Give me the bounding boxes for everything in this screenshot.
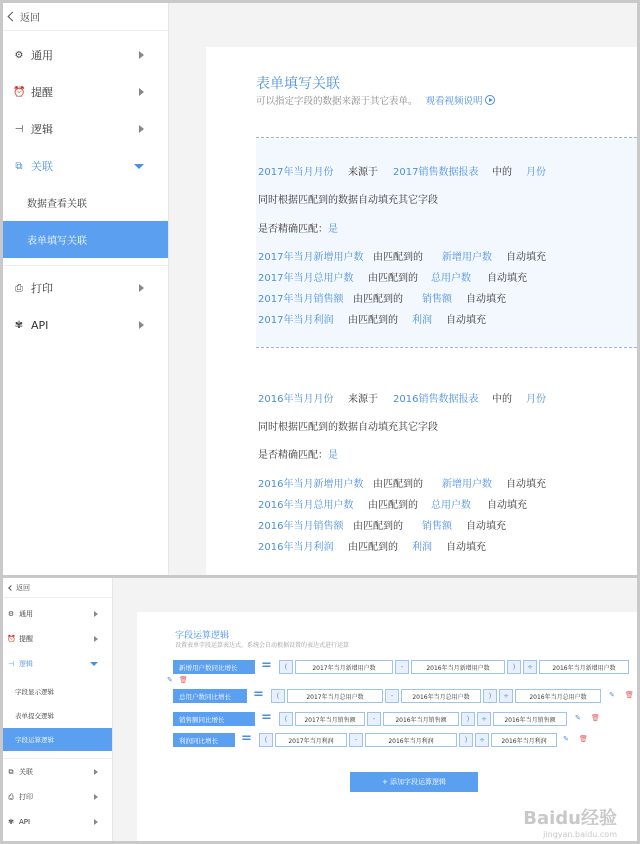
chevron-left-icon	[8, 12, 18, 22]
match-field[interactable]: 月份	[526, 394, 546, 405]
watermark-brand: Baidu经验	[523, 808, 617, 829]
fill-suffix: 自动填充	[487, 500, 527, 511]
sidebar-item-label: 打印	[19, 793, 33, 801]
sidebar-item-label: 通用	[31, 49, 53, 62]
fill-target[interactable]: 2017年当月新增用户数	[258, 252, 364, 263]
fill-target[interactable]: 2016年当月利润	[258, 542, 334, 553]
right-paren[interactable]: )	[461, 712, 475, 726]
association-block-2017	[256, 138, 637, 347]
page-title: 字段运算逻辑	[175, 631, 230, 641]
sidebar-item-label: API	[31, 318, 49, 332]
fill-source[interactable]: 销售额	[422, 294, 452, 305]
sidebar-item-association[interactable]	[3, 154, 168, 178]
chevron-right-icon	[139, 51, 144, 59]
chevron-right-icon	[94, 819, 98, 825]
page-subtitle: 设置表单字段运算表达式，系统会自动根据设置的表达式进行运算	[175, 642, 350, 649]
operand-field[interactable]: 2016年当月新增用户数	[539, 660, 629, 674]
play-circle-icon	[485, 95, 495, 105]
sidebar	[3, 3, 169, 575]
fill-source[interactable]: 新增用户数	[442, 479, 492, 490]
sidebar-subitem-form-fill-association[interactable]	[3, 221, 168, 258]
chevron-right-icon	[139, 125, 144, 133]
left-paren[interactable]: (	[279, 660, 293, 674]
exact-match-value[interactable]: 是	[328, 450, 338, 461]
chevron-right-icon	[139, 321, 144, 329]
sidebar-item-label: 打印	[31, 282, 53, 295]
chevron-down-icon	[134, 164, 144, 169]
sidebar	[3, 578, 113, 841]
back-label: 返回	[20, 13, 40, 24]
fill-target[interactable]: 2017年当月利润	[258, 315, 334, 326]
printer-icon: ⎙	[15, 282, 23, 294]
fill-by-label: 由匹配到的	[368, 500, 418, 511]
watermark-url: jingyan.baidu.com	[543, 830, 617, 839]
operand-field[interactable]: 2017年当月销售额	[295, 712, 365, 726]
watch-video-link[interactable]	[426, 96, 495, 107]
edit-icon[interactable]: ✎	[167, 676, 173, 684]
formula-row	[173, 689, 637, 703]
operand-field[interactable]: 2016年当月总用户数	[515, 689, 601, 703]
delete-icon[interactable]: 🗑	[625, 691, 634, 699]
formula-row	[167, 658, 637, 684]
exact-match-label: 是否精确匹配：	[258, 224, 328, 235]
fill-source[interactable]: 利润	[412, 315, 432, 326]
add-calc-logic-button[interactable]: + 添加字段运算逻辑	[350, 772, 478, 792]
sidebar-subitem-label: 字段运算逻辑	[15, 736, 54, 744]
sidebar-item-print[interactable]	[3, 276, 168, 300]
exact-match-label: 是否精确匹配：	[258, 450, 328, 461]
operand-field[interactable]: 2016年当月销售额	[493, 712, 567, 726]
source-form[interactable]: 2016销售数据报表	[393, 394, 479, 405]
fill-target[interactable]: 2017年当月总用户数	[258, 273, 354, 284]
fill-target[interactable]: 2017年当月销售额	[258, 294, 344, 305]
back-button[interactable]	[3, 578, 112, 598]
fill-by-label: 由匹配到的	[353, 294, 403, 305]
minus-operator[interactable]: -	[385, 689, 399, 703]
alarm-icon: ⏰	[13, 86, 26, 98]
link-icon: ⧉	[15, 160, 23, 172]
sidebar-item-logic[interactable]	[3, 656, 112, 672]
divide-operator[interactable]: ÷	[477, 712, 491, 726]
minus-operator[interactable]: -	[349, 733, 363, 747]
fill-suffix: 自动填充	[466, 294, 506, 305]
target-field[interactable]: 2017年当月月份	[258, 167, 334, 178]
operand-field[interactable]: 2016年当月销售额	[383, 712, 459, 726]
back-button[interactable]	[3, 3, 168, 31]
logic-icon: ⊣	[7, 660, 15, 668]
operand-field[interactable]: 2016年当月总用户数	[401, 689, 481, 703]
equals-sign: =	[253, 687, 264, 702]
sidebar-item-reminder[interactable]	[3, 80, 168, 104]
sidebar-item-print[interactable]	[3, 789, 112, 805]
source-form[interactable]: 2017销售数据报表	[393, 167, 479, 178]
fill-source[interactable]: 总用户数	[431, 500, 471, 511]
left-paren[interactable]: (	[259, 733, 273, 747]
sidebar-item-label: 通用	[19, 610, 33, 618]
sidebar-item-label: 提醒	[19, 635, 33, 643]
equals-sign: =	[261, 658, 272, 673]
alarm-icon: ⏰	[7, 635, 16, 643]
link-icon: ⧉	[8, 767, 14, 776]
fill-suffix: 自动填充	[446, 315, 486, 326]
sidebar-item-label: 关联	[19, 768, 33, 776]
chevron-right-icon	[94, 611, 98, 617]
fill-suffix: 自动填充	[446, 542, 486, 553]
printer-icon: ⎙	[8, 792, 14, 801]
sidebar-item-label: 逻辑	[19, 660, 33, 668]
sidebar-item-association[interactable]	[3, 764, 112, 780]
sidebar-subitem-form-submit-logic[interactable]	[3, 704, 112, 726]
operand-field[interactable]: 2016年当月利润	[491, 733, 557, 747]
content-card	[206, 47, 637, 575]
api-icon: ✾	[14, 319, 24, 331]
source-from-label: 来源于	[348, 167, 378, 178]
fill-by-label: 由匹配到的	[373, 252, 423, 263]
formula-row	[173, 712, 637, 726]
fill-suffix: 自动填充	[506, 479, 546, 490]
equals-sign: =	[261, 710, 272, 725]
sidebar-divider	[3, 758, 112, 759]
operand-field[interactable]: 2017年当月新增用户数	[295, 660, 393, 674]
in-label: 中的	[492, 167, 512, 178]
operand-field[interactable]: 2016年当月新增用户数	[411, 660, 505, 674]
association-block-2016	[256, 348, 637, 575]
operand-field[interactable]: 2016年当月利润	[365, 733, 457, 747]
fill-by-label: 由匹配到的	[368, 273, 418, 284]
fill-source[interactable]: 销售额	[422, 521, 452, 532]
subtitle-text: 可以指定字段的数据来源于其它表单。	[256, 96, 418, 107]
sidebar-item-reminder[interactable]	[3, 631, 112, 647]
chevron-right-icon	[94, 794, 98, 800]
fill-suffix: 自动填充	[466, 521, 506, 532]
logic-icon: ⊣	[14, 123, 24, 135]
delete-icon[interactable]: 🗑	[591, 714, 600, 722]
formula-result-field[interactable]: 销售额同比增长	[173, 712, 255, 726]
gear-icon: ⚙	[14, 49, 24, 61]
association-settings-panel	[3, 3, 637, 575]
divide-operator[interactable]: ÷	[523, 660, 537, 674]
page-title: 表单填写关联	[256, 76, 340, 92]
back-label: 返回	[16, 583, 30, 592]
operand-field[interactable]: 2017年当月利润	[275, 733, 347, 747]
edit-icon[interactable]: ✎	[575, 714, 581, 722]
fill-suffix: 自动填充	[487, 273, 527, 284]
operand-field[interactable]: 2017年当月总用户数	[287, 689, 383, 703]
sidebar-item-general[interactable]	[3, 606, 112, 622]
content-card	[137, 612, 637, 841]
auto-fill-note: 同时根据匹配到的数据自动填充其它字段	[258, 195, 438, 206]
left-paren[interactable]: (	[271, 689, 285, 703]
fill-source[interactable]: 利润	[412, 542, 432, 553]
exact-match-value[interactable]: 是	[328, 224, 338, 235]
gear-icon: ⚙	[7, 610, 15, 618]
sidebar-item-general[interactable]	[3, 43, 168, 67]
chevron-right-icon	[139, 88, 144, 96]
sidebar-divider	[3, 265, 168, 266]
source-from-label: 来源于	[348, 394, 378, 405]
target-field[interactable]: 2016年当月月份	[258, 394, 334, 405]
right-paren[interactable]: )	[459, 733, 473, 747]
sidebar-subitem-field-calc-logic[interactable]	[3, 728, 112, 751]
sidebar-subitem-label: 字段显示逻辑	[15, 687, 54, 696]
fill-suffix: 自动填充	[506, 252, 546, 263]
fill-target[interactable]: 2016年当月新增用户数	[258, 479, 364, 490]
auto-fill-note: 同时根据匹配到的数据自动填充其它字段	[258, 422, 438, 433]
fill-by-label: 由匹配到的	[348, 315, 398, 326]
left-paren[interactable]: (	[279, 712, 293, 726]
fill-target[interactable]: 2016年当月销售额	[258, 521, 344, 532]
sidebar-subitem-data-view-association[interactable]	[3, 185, 168, 219]
minus-operator[interactable]: -	[367, 712, 381, 726]
sidebar-item-api[interactable]	[3, 313, 168, 337]
sidebar-item-label: 逻辑	[31, 123, 53, 136]
fill-source[interactable]: 总用户数	[431, 273, 471, 284]
delete-icon[interactable]: 🗑	[579, 735, 588, 743]
fill-by-label: 由匹配到的	[373, 479, 423, 490]
match-field[interactable]: 月份	[526, 167, 546, 178]
chevron-left-icon	[8, 585, 14, 591]
formula-result-field[interactable]: 新增用户数同比增长	[173, 660, 255, 674]
watch-video-label: 观看视频说明	[425, 96, 483, 107]
sidebar-item-label: API	[19, 818, 31, 826]
divide-operator[interactable]: ÷	[475, 733, 489, 747]
right-paren[interactable]: )	[507, 660, 521, 674]
fill-by-label: 由匹配到的	[353, 521, 403, 532]
sidebar-item-api[interactable]	[3, 814, 112, 830]
equals-sign: =	[241, 731, 252, 746]
delete-icon[interactable]: 🗑	[179, 676, 188, 684]
fill-by-label: 由匹配到的	[348, 542, 398, 553]
chevron-right-icon	[94, 769, 98, 775]
minus-operator[interactable]: -	[395, 660, 409, 674]
right-paren[interactable]: )	[483, 689, 497, 703]
baidu-watermark	[523, 804, 617, 839]
formula-result-field[interactable]: 总用户数同比增长	[173, 689, 247, 703]
chevron-right-icon	[94, 636, 98, 642]
edit-icon[interactable]: ✎	[609, 691, 615, 699]
edit-icon[interactable]: ✎	[563, 735, 569, 743]
chevron-right-icon	[139, 284, 144, 292]
chevron-down-icon	[90, 662, 98, 666]
sidebar-item-logic[interactable]	[3, 117, 168, 141]
calculation-logic-panel	[3, 578, 637, 841]
sidebar-subitem-field-display-logic[interactable]	[3, 680, 112, 702]
sidebar-subitem-label: 数据查看关联	[27, 198, 87, 210]
api-icon: ✾	[8, 818, 14, 826]
formula-row	[173, 733, 637, 747]
fill-source[interactable]: 新增用户数	[442, 252, 492, 263]
fill-target[interactable]: 2016年当月总用户数	[258, 500, 354, 511]
sidebar-item-label: 关联	[31, 160, 53, 173]
page-subtitle	[256, 93, 495, 107]
sidebar-subitem-label: 表单填写关联	[27, 236, 87, 247]
formula-result-field[interactable]: 利润同比增长	[173, 733, 235, 747]
sidebar-subitem-label: 表单提交逻辑	[15, 711, 54, 720]
sidebar-item-label: 提醒	[31, 86, 53, 99]
divide-operator[interactable]: ÷	[499, 689, 513, 703]
in-label: 中的	[492, 394, 512, 405]
